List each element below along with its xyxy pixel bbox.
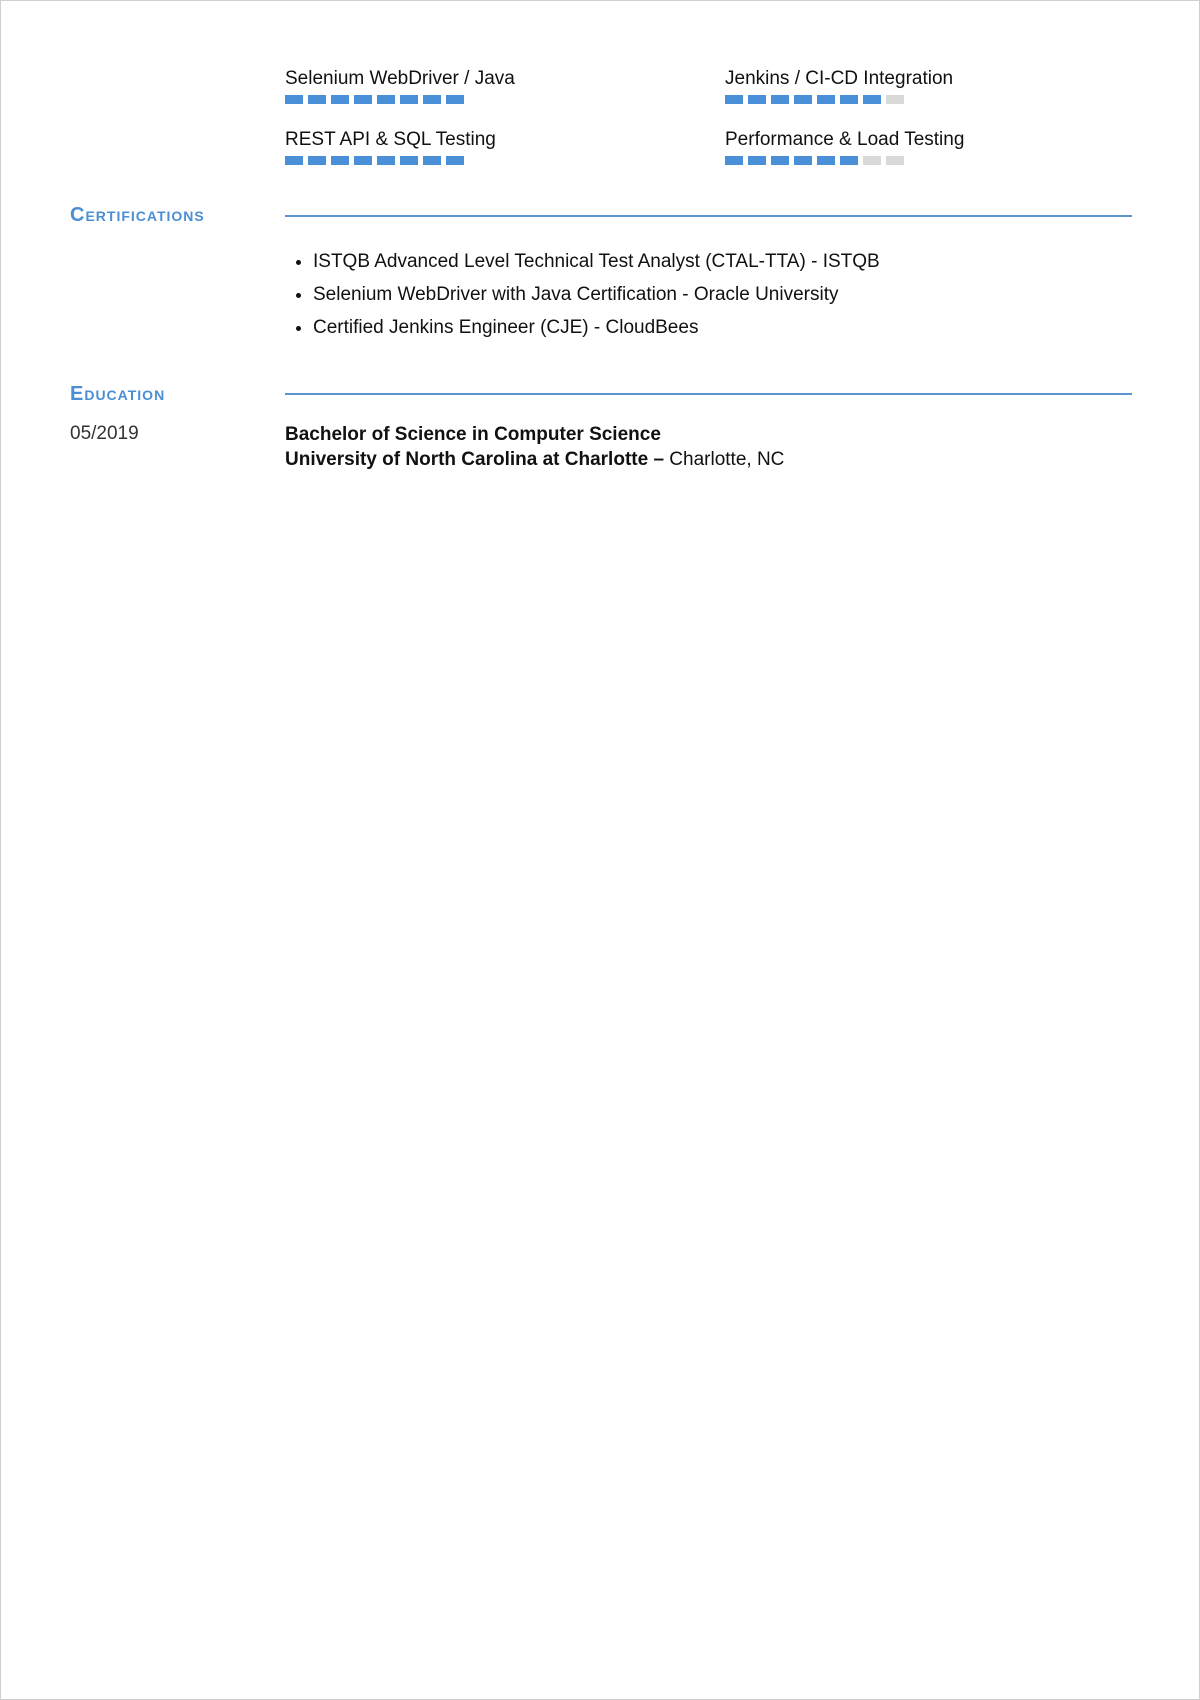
skill-level-segment-empty: [863, 156, 881, 165]
skill-level-segment-filled: [863, 95, 881, 104]
certification-item: • ISTQB Advanced Level Technical Test Analyst (CTAL-TTA) - ISTQB: [313, 245, 1173, 278]
education-section-header: [70, 381, 1132, 411]
skill-level-segment-filled: [794, 156, 812, 165]
skill-level-bar: [725, 95, 1155, 104]
education-school-line: [285, 447, 784, 472]
skills-grid: [285, 67, 1155, 165]
skill-level-segment-filled: [748, 156, 766, 165]
education-details: [285, 422, 784, 472]
skill-level-segment-filled: [377, 156, 395, 165]
skill-name: Performance & Load Testing: [725, 129, 965, 150]
education-school: University of North Carolina at Charlotte: [285, 449, 649, 470]
skill-level-segment-filled: [446, 156, 464, 165]
skill-level-segment-filled: [423, 156, 441, 165]
skill-level-segment-filled: [748, 95, 766, 104]
skill-item: [725, 67, 1155, 104]
skill-level-bar: [285, 156, 725, 165]
skill-level-segment-filled: [771, 95, 789, 104]
skill-level-segment-filled: [817, 156, 835, 165]
certifications-heading: Certifications: [70, 204, 205, 226]
section-divider: [285, 393, 1132, 395]
certification-item: • Selenium WebDriver with Java Certification - Oracle University: [313, 278, 1173, 311]
skill-level-segment-filled: [377, 95, 395, 104]
skill-level-segment-filled: [725, 95, 743, 104]
skill-level-bar: [285, 95, 725, 104]
education-degree: Bachelor of Science in Computer Science: [285, 424, 661, 445]
skill-level-segment-filled: [285, 156, 303, 165]
skill-level-segment-filled: [308, 156, 326, 165]
skill-level-segment-filled: [840, 95, 858, 104]
skill-item: [285, 67, 725, 104]
skill-level-segment-filled: [400, 95, 418, 104]
skill-level-segment-filled: [354, 156, 372, 165]
skill-name: Jenkins / CI-CD Integration: [725, 68, 954, 89]
skill-level-segment-filled: [400, 156, 418, 165]
skill-level-segment-filled: [285, 95, 303, 104]
skill-item: [285, 128, 725, 165]
skill-level-segment-filled: [817, 95, 835, 104]
skill-level-segment-empty: [886, 95, 904, 104]
skill-level-segment-filled: [794, 95, 812, 104]
skill-level-segment-filled: [308, 95, 326, 104]
skill-level-segment-empty: [886, 156, 904, 165]
education-separator: –: [648, 449, 670, 470]
skill-level-segment-filled: [840, 156, 858, 165]
skill-name: Selenium WebDriver / Java: [285, 68, 515, 89]
skill-name: REST API & SQL Testing: [285, 129, 496, 150]
skill-level-bar: [725, 156, 1155, 165]
section-divider: [285, 215, 1132, 217]
certifications-section-header: [70, 202, 1132, 232]
skill-level-segment-filled: [331, 156, 349, 165]
certification-item: • Certified Jenkins Engineer (CJE) - CloudBees: [313, 311, 1173, 344]
skill-level-segment-filled: [331, 95, 349, 104]
education-heading: Education: [70, 383, 166, 405]
education-location: Charlotte, NC: [669, 449, 785, 470]
certifications-list: [285, 245, 1173, 344]
skill-level-segment-filled: [771, 156, 789, 165]
skill-item: [725, 128, 1155, 165]
skill-level-segment-filled: [423, 95, 441, 104]
skill-level-segment-filled: [725, 156, 743, 165]
skill-level-segment-filled: [446, 95, 464, 104]
skill-level-segment-filled: [354, 95, 372, 104]
education-date: 05/2019: [70, 423, 139, 444]
